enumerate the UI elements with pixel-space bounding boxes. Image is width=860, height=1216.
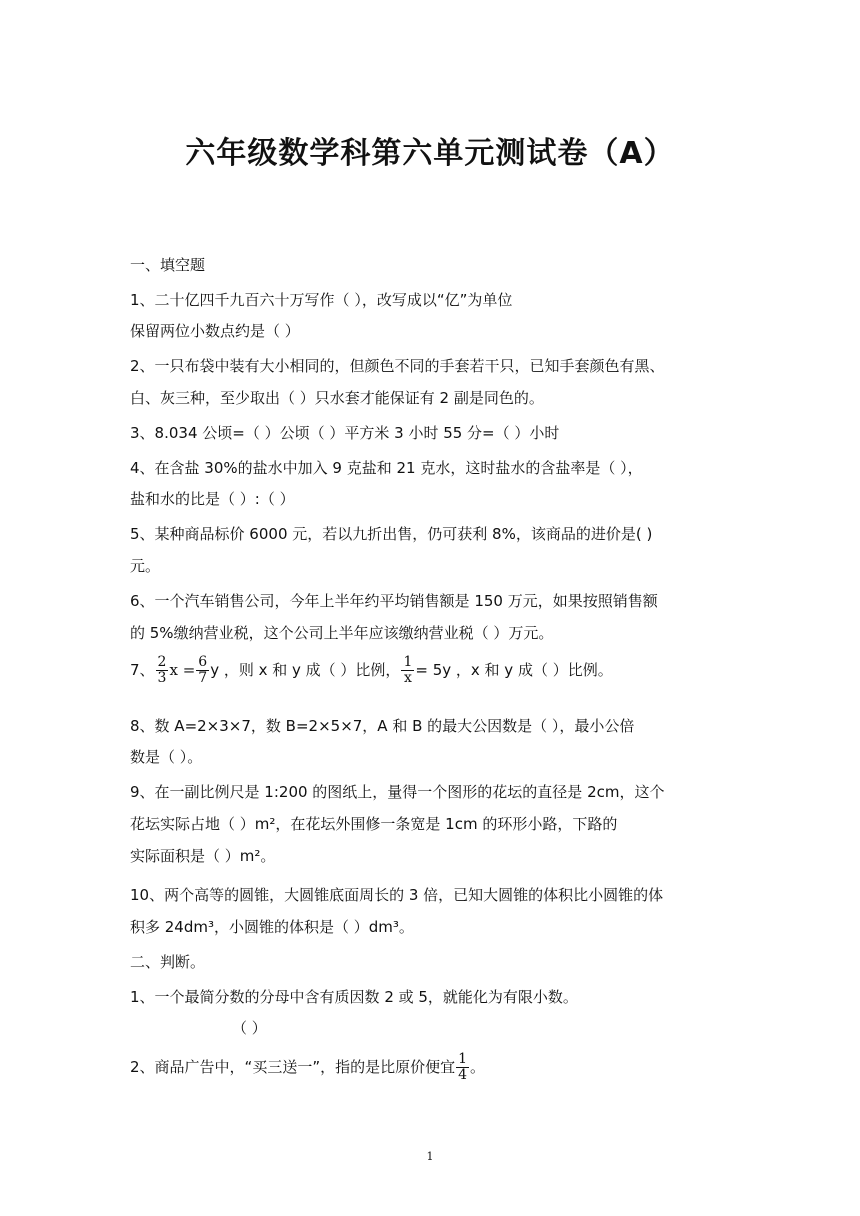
question-2-line-2: 白、灰三种，至少取出（ ）只水套才能保证有 2 副是同色的。 [130,389,544,407]
fraction-one-over-x: $\frac{1}{x}$ [403,654,413,686]
question-8-line-2: 数是（ ）。 [130,748,203,766]
question-5-line-1: 5、某种商品标价 6000 元，若以九折出售，仍可获利 8%，该商品的进价是( ) [130,525,653,543]
document-title: 六年级数学科第六单元测试卷（A） [185,136,675,171]
question-7 [130,655,730,686]
question-7-middle-text: y ，则 x 和 y 成（ ）比例， [210,661,401,679]
question-4-line-1: 4、在含盐 30%的盐水中加入 9 克盐和 21 克水，这时盐水的含盐率是（ ）， [130,459,643,477]
judgment-2-end: 。 [470,1058,486,1076]
question-7-prefix: 7、 [130,661,155,679]
question-10-line-1: 10、两个高等的圆锥，大圆锥底面周长的 3 倍，已知大圆锥的体积比小圆锥的体 [130,886,664,904]
question-6-line-2: 的 5%缴纳营业税，这个公司上半年应该缴纳营业税（ ）万元。 [130,624,554,642]
question-8-line-1: 8、数 A=2×3×7，数 B=2×5×7，A 和 B 的最大公因数是（ ），最小公倍 [130,717,635,735]
question-9-line-3: 实际面积是（ ）m²。 [130,847,276,865]
section-heading-fill-in: 一、填空题 [130,256,206,274]
question-3: 3、8.034 公顷=（ ）公顷（ ）平方米 3 小时 55 分=（ ）小时 [130,424,560,442]
judgment-1-answer-blank: （ ） [232,1019,267,1037]
question-6-line-1: 6、一个汽车销售公司，今年上半年约平均销售额是 150 万元，如果按照销售额 [130,592,658,610]
question-4-line-2: 盐和水的比是（ ）:（ ） [130,490,295,508]
fraction-one-quarter: $\frac{1}{4}$ [458,1051,468,1083]
question-1-line-1: 1、二十亿四千九百六十万写作（ ），改写成以“亿”为单位 [130,291,513,309]
judgment-2 [130,1052,730,1083]
question-7-end-text: = 5y ，x 和 y 成（ ）比例。 [415,661,613,679]
question-1-line-2: 保留两位小数点约是（ ） [130,322,300,340]
question-5-line-2: 元。 [130,557,161,575]
question-9-line-1: 9、在一副比例尺是 1:200 的图纸上，量得一个图形的花坛的直径是 2cm，这个 [130,783,665,801]
judgment-1: 1、一个最简分数的分母中含有质因数 2 或 5，就能化为有限小数。 [130,988,578,1006]
question-9-line-2: 花坛实际占地（ ）m²，在花坛外围修一条宽是 1cm 的环形小路，下路的 [130,815,618,833]
question-10-line-2: 积多 24dm³，小圆锥的体积是（ ）dm³。 [130,918,414,936]
question-7-equals: x = [169,661,196,679]
question-2-line-1: 2、一只布袋中装有大小相同的，但颜色不同的手套若干只，已知手套颜色有黑、 [130,357,665,375]
judgment-2-text: 2、商品广告中，“买三送一”，指的是比原价便宜 [130,1058,456,1076]
fraction-two-thirds: $\frac{2}{3}$ [157,654,167,686]
section-heading-judgment: 二、判断。 [130,953,206,971]
page-number: 1 [426,1150,434,1163]
fraction-six-sevenths: $\frac{6}{7}$ [198,654,208,686]
